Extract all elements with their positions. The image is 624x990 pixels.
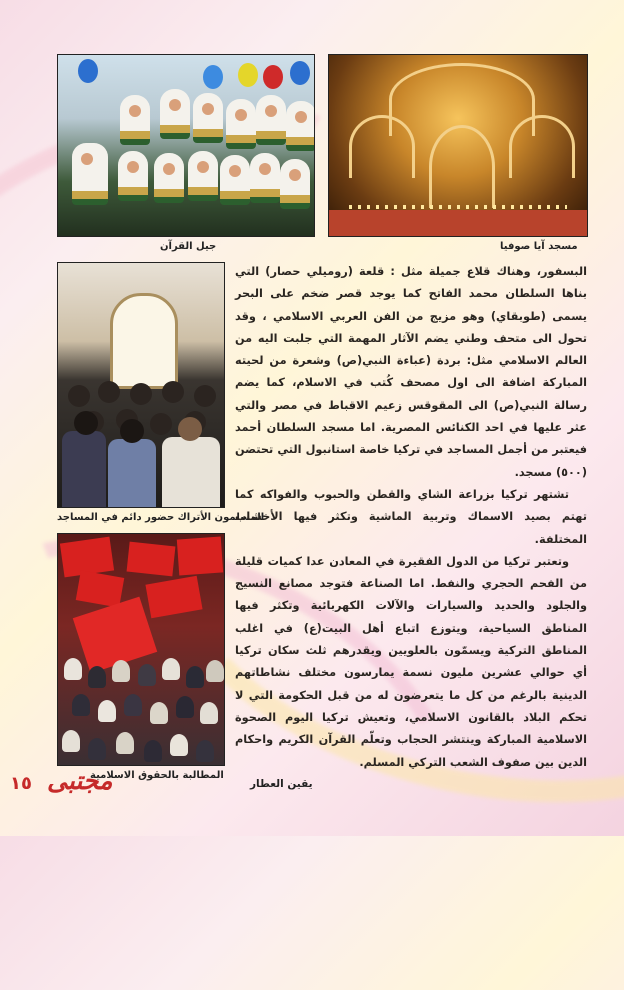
article-paragraph: وتعتبر تركيا من الدول الفقيرة في المعادن عدا كميات قليلة من الفحم الحجري والنفط. اما الصناعة فتوجد مصانع النسيج والجلود والحديد والسيارات والآلات الكهربائية وتكثر فيها المناطق السياحية، ويتوزع اتباع أهل البيت(ع) في اغلب المناطق التركية ويسمّون بالعلويين ويقدرهم ثلث سكان تركيا أي حوالي عشرين مليون نسمة يمارسون مختلف نشاطاتهم الدينية بالرغم من كل ما يتعرضون له من قبل الحكومة التي لا تحكم البلاد بالقانون الاسلامي، وتعيش تركيا اليوم الصحوة الاسلامية المباركة وينتشر الحجاب وتعلّم القرآن الكريم واحكام الدين بين صفوف الشعب التركي المسلم. [235,554,587,769]
mosque-photo-caption: مسجد آيا صوفيا [500,241,578,252]
magazine-logo: مجتبى [47,766,113,795]
rally-photo [57,533,225,766]
author-name: يقين العطار [250,778,313,790]
mosque-attendance-photo [57,262,225,508]
quran-generation-photo [57,54,315,237]
article-body [235,261,587,774]
rally-photo-caption: المطالبة بالحقوق الاسلامية [90,770,224,781]
quran-photo-caption: جيل القرآن [160,241,217,252]
article-paragraph: البسفور، وهناك قلاع جميلة مثل : قلعة (روميلي حصار) التي بناها السلطان محمد الفاتح كما يوجد قصر ضخم على البحر يسمى (طوبقاي) وهو مزيج من الفن العربي الاسلامي ، وقد تحول الى متحف وطني يضم الآثار المهمة التي جلبت اليه من العالم الاسلامي مثل: بردة (عباءة النبي(ص) وشعرة من لحيته المباركة اضافة الى اول مصحف كُتب في الاسلام، كما يضم رسالة النبي(ص) الى المقوقس زعيم الاقباط في مصر والتي عثر عليها في احد الكنائس المصرية. اما مسجد السلطان أحمد فيعتبر من أجمل المساجد في تركيا خاصة استانبول التي تحتضن (٥٠٠) مسجد. [235,265,587,479]
article-paragraph: تشتهر تركيا بزراعة الشاي والقطن والحبوب والفواكه كما تهتم بصيد الاسماك وتربية الماشية وتكثر فيها الأخشاب المختلفة. [235,487,587,546]
attendance-photo-caption: المسلمون الأتراك حضور دائم في المساجد [57,512,265,523]
page-number: ١٥ [10,773,32,794]
hagia-sophia-photo [328,54,588,237]
